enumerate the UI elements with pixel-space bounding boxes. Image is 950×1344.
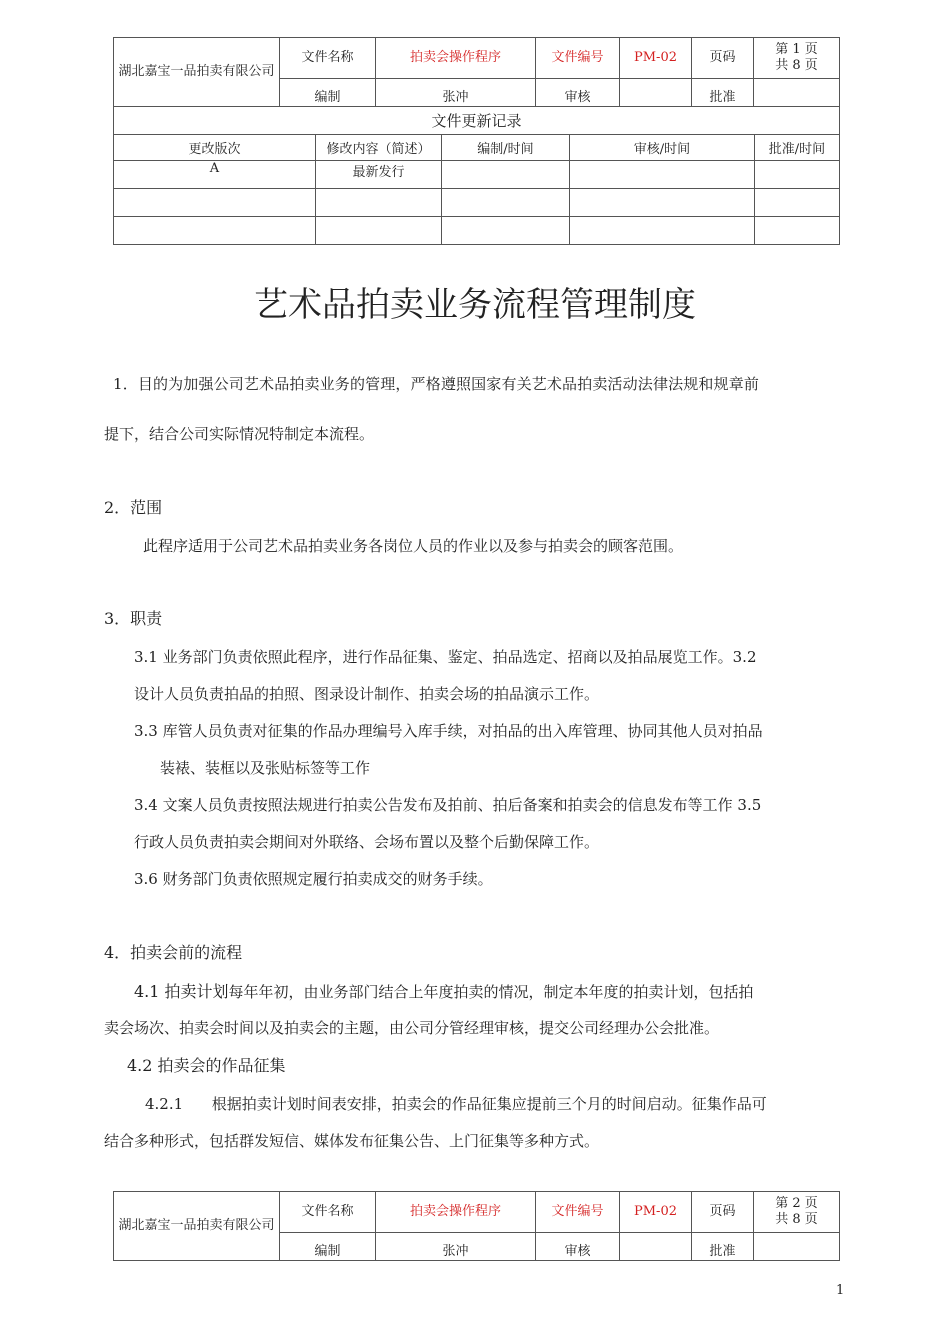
approve-value xyxy=(754,1233,840,1261)
record-cell xyxy=(114,217,316,245)
section-3-line-4: 装裱、装框以及张贴标签等工作 xyxy=(160,759,371,777)
page-total: 共 8 页 xyxy=(775,1212,818,1227)
update-record xyxy=(113,106,839,245)
page-total: 共 8 页 xyxy=(775,58,818,73)
section-4-heading: 4．拍卖会前的流程 xyxy=(104,943,243,962)
record-column-header: 编制/时间 xyxy=(442,135,570,161)
review-label: 审核 xyxy=(536,79,620,107)
document-title: 艺术品拍卖业务流程管理制度 xyxy=(254,285,696,325)
page-current: 第 2 页 xyxy=(775,1196,818,1211)
page-current: 第 1 页 xyxy=(775,42,818,57)
record-cell xyxy=(570,189,755,217)
record-cell xyxy=(755,189,840,217)
record-column-header: 更改版次 xyxy=(114,135,316,161)
record-cell xyxy=(570,161,755,189)
prepared-label: 编制 xyxy=(280,1233,376,1261)
prepared-by: 张冲 xyxy=(376,79,536,107)
record-cell xyxy=(442,217,570,245)
record-body xyxy=(114,161,840,245)
section-4-line-4: 结合多种形式，包括群发短信、媒体发布征集公告、上门征集等多种方式。 xyxy=(104,1132,600,1150)
record-cell: 最新发行 xyxy=(316,161,442,189)
section-4-line-3: 4.2.1 根据拍卖计划时间表安排，拍卖会的作品征集应提前三个月的时间启动。征集作品可 xyxy=(145,1095,767,1113)
page-label: 页码 xyxy=(692,38,754,79)
file-name: 拍卖会操作程序 xyxy=(376,38,536,79)
section-4-1-text: 每年年初，由业务部门结合上年度拍卖的情况，制定本年度的拍卖计划，包括拍 xyxy=(228,983,754,1001)
section-1-line-2: 提下，结合公司实际情况特制定本流程。 xyxy=(104,425,375,443)
section-4-1-title: 4.1 拍卖计划 xyxy=(134,982,229,1001)
section-3-line-5: 3.4 文案人员负责按照法规进行拍卖公告发布及拍前、拍后备案和拍卖会的信息发布等工作 3.5 xyxy=(134,796,762,814)
section-1-line-1: 1．目的为加强公司艺术品拍卖业务的管理，严格遵照国家有关艺术品拍卖活动法律法规和规章前 xyxy=(113,375,759,393)
record-title: 文件更新记录 xyxy=(114,107,840,135)
record-cell xyxy=(755,161,840,189)
record-column-header: 批准/时间 xyxy=(755,135,840,161)
document-header-2 xyxy=(113,1191,840,1261)
section-3-line-3: 3.3 库管人员负责对征集的作品办理编号入库手续，对拍品的出入库管理、协同其他人员对拍品 xyxy=(134,722,763,740)
approve-value xyxy=(754,79,840,107)
record-cell xyxy=(316,217,442,245)
file-name-label: 文件名称 xyxy=(280,38,376,79)
prepared-label: 编制 xyxy=(280,79,376,107)
page-label: 页码 xyxy=(692,1192,754,1233)
page-info xyxy=(754,38,840,79)
file-name-label: 文件名称 xyxy=(280,1192,376,1233)
section-4-line-2: 卖会场次、拍卖会时间以及拍卖会的主题，由公司分管经理审核，提交公司经理办公会批准。 xyxy=(104,1019,720,1037)
review-label: 审核 xyxy=(536,1233,620,1261)
review-value xyxy=(620,79,692,107)
file-name: 拍卖会操作程序 xyxy=(376,1192,536,1233)
file-no: PM-02 xyxy=(620,38,692,79)
company-name: 湖北嘉宝一品拍卖有限公司 xyxy=(114,1192,280,1261)
section-2-heading: 2．范围 xyxy=(104,498,163,517)
approve-label: 批准 xyxy=(692,1233,754,1261)
record-cell xyxy=(570,217,755,245)
section-3-line-2: 设计人员负责拍品的拍照、图录设计制作、拍卖会场的拍品演示工作。 xyxy=(134,685,600,703)
section-2-text: 此程序适用于公司艺术品拍卖业务各岗位人员的作业以及参与拍卖会的顾客范围。 xyxy=(143,537,684,555)
file-no-label: 文件编号 xyxy=(536,1192,620,1233)
review-value xyxy=(620,1233,692,1261)
record-cell xyxy=(442,189,570,217)
document-header-1 xyxy=(113,37,840,107)
record-cell: A xyxy=(114,161,316,189)
record-cell xyxy=(755,217,840,245)
section-3-line-1: 3.1 业务部门负责依照此程序，进行作品征集、鉴定、拍品选定、招商以及拍品展览工作。3.2 xyxy=(134,648,757,666)
approve-label: 批准 xyxy=(692,79,754,107)
file-no-label: 文件编号 xyxy=(536,38,620,79)
company-name: 湖北嘉宝一品拍卖有限公司 xyxy=(114,38,280,107)
record-cell xyxy=(114,189,316,217)
record-row xyxy=(114,217,840,245)
record-header-row xyxy=(114,135,840,161)
file-no: PM-02 xyxy=(620,1192,692,1233)
section-3-line-6: 行政人员负责拍卖会期间对外联络、会场布置以及整个后勤保障工作。 xyxy=(134,833,600,851)
record-cell xyxy=(442,161,570,189)
section-3-line-7: 3.6 财务部门负责依照规定履行拍卖成交的财务手续。 xyxy=(134,870,493,888)
record-row xyxy=(114,189,840,217)
page-number: 1 xyxy=(836,1283,845,1298)
record-row xyxy=(114,161,840,189)
record-cell xyxy=(316,189,442,217)
section-4-2-heading: 4.2 拍卖会的作品征集 xyxy=(127,1056,286,1075)
page-info xyxy=(754,1192,840,1233)
record-column-header: 修改内容（简述） xyxy=(316,135,442,161)
record-column-header: 审核/时间 xyxy=(570,135,755,161)
section-4-line-1 xyxy=(134,973,754,1011)
section-3-heading: 3．职责 xyxy=(104,609,163,628)
prepared-by: 张冲 xyxy=(376,1233,536,1261)
